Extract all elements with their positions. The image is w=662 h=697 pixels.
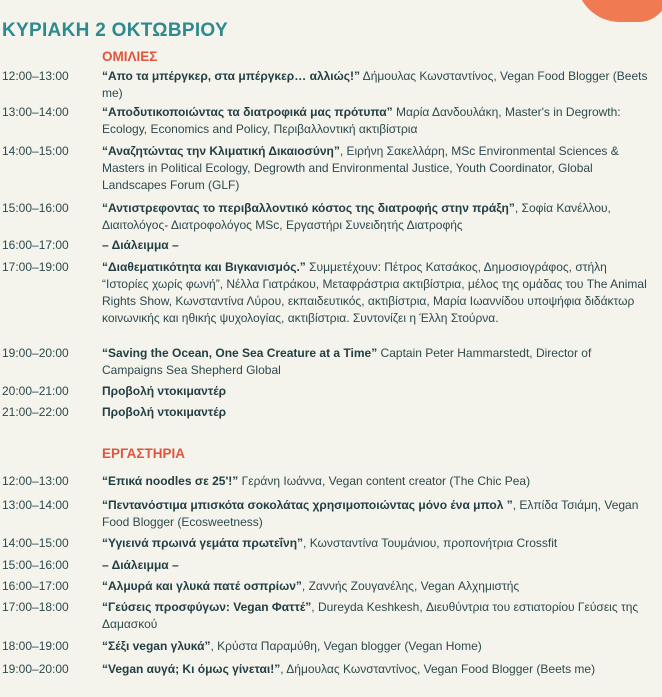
schedule-row-break xyxy=(0,557,662,578)
break-label: – Διάλειμμα – xyxy=(102,558,179,572)
schedule-row xyxy=(0,535,662,557)
time-slot: 16:00–17:00 xyxy=(2,579,69,593)
event-title: Προβολή ντοκιμαντέρ xyxy=(102,405,227,419)
schedule-row xyxy=(0,104,662,143)
event-description xyxy=(102,535,654,552)
schedule-row xyxy=(0,473,662,497)
time-slot: 16:00–17:00 xyxy=(2,238,69,252)
event-details: Δήμουλας Κωνσταντίνος, Vegan Food Blogger (Beets me) xyxy=(102,69,648,100)
schedule-row xyxy=(0,497,662,535)
event-details: Captain Peter Hammarstedt, Director of Campaigns Sea Shepherd Global xyxy=(102,346,592,377)
event-details: , Ζαννής Ζουγανέλης, Vegan Αλχημιστής xyxy=(301,579,520,593)
event-description xyxy=(102,68,654,102)
time-slot: 21:00–22:00 xyxy=(2,405,69,419)
schedule-row xyxy=(0,259,662,345)
event-title: “Γεύσεις προσφύγων: Vegan Φαττέ” xyxy=(102,600,312,614)
time-slot: 18:00–19:00 xyxy=(2,639,69,653)
talks-schedule xyxy=(0,68,662,425)
schedule-row xyxy=(0,383,662,404)
schedule-row xyxy=(0,599,662,638)
event-description xyxy=(102,143,654,194)
event-details: , Κρύστα Παραμύθη, Vegan blogger (Vegan Home) xyxy=(210,639,482,653)
time-slot: 19:00–20:00 xyxy=(2,346,69,360)
event-description xyxy=(102,599,654,633)
event-title: Προβολή ντοκιμαντέρ xyxy=(102,384,227,398)
time-slot: 14:00–15:00 xyxy=(2,144,69,158)
workshops-schedule xyxy=(0,473,662,682)
event-details: , Δήμουλας Κωνσταντίνος, Vegan Food Blogger (Beets me) xyxy=(280,662,596,676)
time-slot: 20:00–21:00 xyxy=(2,384,69,398)
section-title-talks: ΟΜΙΛΙΕΣ xyxy=(102,49,158,64)
schedule-row xyxy=(0,578,662,599)
time-slot: 17:00–19:00 xyxy=(2,260,69,274)
time-slot: 14:00–15:00 xyxy=(2,536,69,550)
time-slot: 12:00–13:00 xyxy=(2,474,69,488)
event-description xyxy=(102,473,654,490)
time-slot: 17:00–18:00 xyxy=(2,600,69,614)
event-details: Γεράνη Ιωάννα, Vegan content creator (The Chic Pea) xyxy=(238,474,531,488)
time-slot: 15:00–16:00 xyxy=(2,558,69,572)
section-title-workshops: ΕΡΓΑΣΤΗΡΙΑ xyxy=(102,446,186,461)
time-slot: 19:00–20:00 xyxy=(2,662,69,676)
event-description xyxy=(102,497,654,531)
event-details: Μαρία Δανδουλάκη, Master's in Degrowth: Ecology, Economics and Policy, Περιβαλλοντική ακτιβίστρια xyxy=(102,105,621,136)
time-slot: 13:00–14:00 xyxy=(2,498,69,512)
event-title: “Υγιεινά πρωινά γεμάτα πρωτεΐνη” xyxy=(102,536,304,550)
break-label: – Διάλειμμα – xyxy=(102,238,179,252)
schedule-row xyxy=(0,404,662,425)
event-details: , Dureyda Keshkesh, Διευθύντρια του εστιατορίου Γεύσεις της Δαμασκού xyxy=(102,600,639,631)
event-title: “Απο τα μπέργκερ, στα μπέργκερ… αλλιώς!” xyxy=(102,69,360,83)
event-title: “Vegan αυγά; Κι όμως γίνεται!” xyxy=(102,662,281,676)
event-details: , Κωνσταντίνα Τουμάνιου, προπονήτρια Crossfit xyxy=(303,536,558,550)
event-title: “Αποδυτικοποιώντας τα διατροφικά μας πρότυπα” xyxy=(102,105,393,119)
schedule-row xyxy=(0,638,662,661)
event-details: , Ελπίδα Τσιάμη, Vegan Food Blogger (Ecosweetness) xyxy=(102,498,639,529)
event-description xyxy=(102,200,654,234)
event-description xyxy=(102,259,654,327)
day-title: ΚΥΡΙΑΚΗ 2 ΟΚΤΩΒΡΙΟΥ xyxy=(2,20,228,41)
event-title: “Επικά noodles σε 25'!” xyxy=(102,474,239,488)
event-details: , Σοφία Κανέλλου, Διαιτολόγος- Διατροφολόγος MSc, Εργαστήρι Συνειδητής Διατροφής xyxy=(102,201,611,232)
event-details: Συμμετέχουν: Πέτρος Κατσάκος, Δημοσιογράφος, στήλη “Ιστορίες χωρίς φωνή”, Νέλλα Γιατράκου, Μεταφράστρια ακτιβίστρια, μέλος της ομάδας του The Animal Rights Show, Κωνσταντίνα Λύρου, εκπαιδευτικός, ακτιβίστρια, Μαρία Ιωαννίδου υποψήφια διδάκτωρ κοινωνικής και ηθικής ψυχολογίας, ακτιβίστρια. Συντονίζει η Έλλη Στούρνα. xyxy=(102,260,647,325)
event-title: “Αλμυρά και γλυκά πατέ οσπρίων” xyxy=(102,579,302,593)
event-description xyxy=(102,104,654,138)
time-slot: 12:00–13:00 xyxy=(2,69,69,83)
time-slot: 13:00–14:00 xyxy=(2,105,69,119)
event-description xyxy=(102,578,654,595)
event-title: “Σέξι vegan γλυκά” xyxy=(102,639,211,653)
event-description xyxy=(102,661,654,678)
event-details: , Ειρήνη Σακελλάρη, MSc Environmental Sciences & Masters in Political Ecology, Degrowth and Environmental Justice, Youth Coordinator, Global Landscapes Forum (GLF) xyxy=(102,144,619,192)
event-description xyxy=(102,638,654,655)
event-description xyxy=(102,345,654,379)
corner-decoration xyxy=(576,0,662,22)
event-title: “Πεντανόστιμα μπισκότα σοκολάτας χρησιμοποιώντας μόνο ένα μπολ ” xyxy=(102,498,513,512)
time-slot: 15:00–16:00 xyxy=(2,201,69,215)
schedule-row xyxy=(0,143,662,200)
schedule-row xyxy=(0,661,662,682)
schedule-row xyxy=(0,68,662,104)
event-title: “Saving the Ocean, One Sea Creature at a Time” xyxy=(102,346,378,360)
schedule-row xyxy=(0,345,662,383)
event-title: “Αντιστρεφοντας το περιβαλλοντικό κόστος της διατροφής στην πράξη” xyxy=(102,201,515,215)
event-title: “Αναζητώντας την Κλιματική Δικαιοσύνη” xyxy=(102,144,340,158)
schedule-row-break xyxy=(0,237,662,259)
event-title: “Διαθεματικότητα και Βιγκανισμός.” xyxy=(102,260,306,274)
schedule-row xyxy=(0,200,662,237)
